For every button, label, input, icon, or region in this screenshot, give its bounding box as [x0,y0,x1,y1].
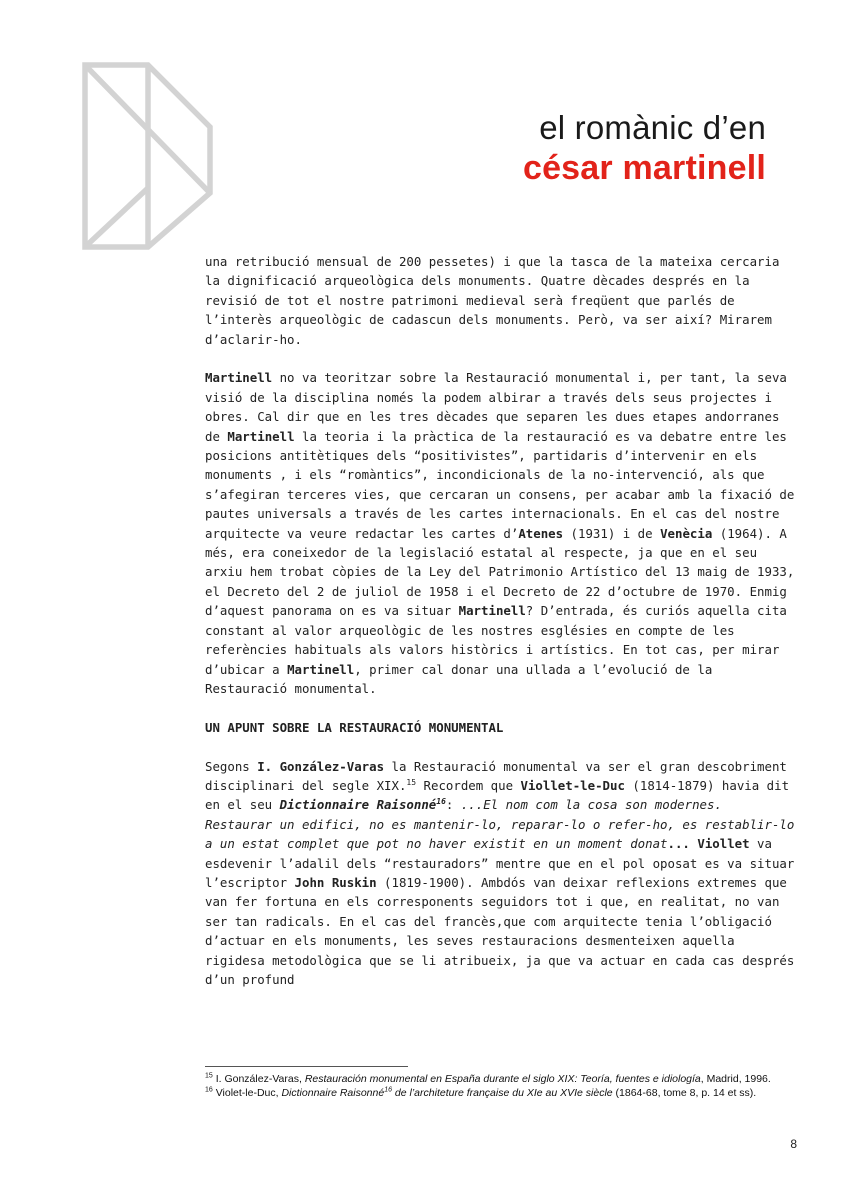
name-atenes: Atenes [518,525,564,541]
text-run: (1819-1900). Ambdós van deixar reflexions extremes que van fer fortuna en els corresponents seguidors tot i que, en realitat, no van ser tan radicals. En el cas del francès,que com arquitecte tenia l’obligació d’actuar en els monuments, les seves restauracions desmenteixen aquella rigidesa metodològica que se li atribueix, ja que va actuar en cada cas després d’un profund [205,874,795,987]
paragraph-1: una retribució mensual de 200 pessetes) i que la tasca de la mateixa cercaria la dignificació arqueològica dels monuments. Quatre dècades després en la revisió de tot el nostre patrimoni medieval serà freqüent que parlés de l’interès arqueològic de cadascun dels monuments. Però, va ser així? Mirarem d’aclarir-ho. [205,254,780,347]
paragraph-2 [205,368,795,698]
footnote-title: Dictionnaire Raisonné [281,1087,385,1099]
text-run: I. González-Varas, [212,1073,305,1085]
name-gonzalez-varas: I. González-Varas [257,758,385,774]
text-run: no va teoritzar sobre la Restauració monumental i, per tant, la seva visió de la disciplina només la podem albirar a través dels seus projectes i obres. Cal dir que en les tres dècades que separen les dues etapes andorranes de [205,370,787,444]
text-run: Segons [205,758,258,774]
text-run: ? D’entrada, és curiós aquella cita constant al valor arqueològic de les nostres esglésies en compte de les referències habituals als valors històrics i artístics. En tot cas, per mirar d’ubicar a [205,603,787,677]
name-viollet: Viollet [689,836,750,852]
name-martinell: Martinell [287,661,355,677]
name-martinell: Martinell [227,428,295,444]
document-header [523,108,766,188]
text-run: , Madrid, 1996. [700,1073,771,1085]
header-title-line2: césar martinell [522,149,766,187]
section-heading: UN APUNT SOBRE LA RESTAURACIÓ MONUMENTAL [205,719,504,735]
paragraph-3 [205,757,795,990]
text-run: va esdevenir l’adalil dels “restauradors” mentre que en el pol oposat es va situar l’escriptor [205,836,795,890]
text-run: , primer cal donar una ullada a l’evolució de la Restauració monumental. [205,661,713,696]
text-run: (1814-1879) havia dit en el seu [205,777,790,813]
text-run: : [445,797,461,813]
footnote-inner-ref: 16 [384,1086,392,1094]
text-run: la teoria i la pràctica de la restauració es va debatre entre les posicions antitètiques dels “positivistes”, partidaris d’intervenir en els monuments , i els “romàntics”, incondicionals de la no-intervenció, als que s’afegiran terceres vies, que cercaran un consens, per acabar amb la fixació de pautes universals a través de les cartes internacionals. En el cas del nostre arquitecte va veure redactar les cartes d’ [205,428,795,541]
footnote-number: 16 [205,1086,213,1094]
text-run: (1864-68, tome 8, p. 14 et ss). [612,1087,757,1099]
text-run: (1964). A més, era coneixedor de la legislació estatal al respecte, ja que en el seu arxiu hem trobat còpies de la Ley del Patrimonio Artístico del 13 maig de 1933, el Decreto del 2 de juliol de 1958 i el Decreto de 22 d’octubre de 1970. Enmig d’aquest panorama on es va situar [205,525,795,619]
page-number: 8 [790,1137,797,1151]
text-run: Violet-le-Duc, [212,1087,282,1099]
text-run: (1931) i de [563,525,661,541]
footnote-15 [205,1072,800,1086]
footnote-title: Restauración monumental en España durante el siglo XIX: Teoría, fuentes e idiología [304,1073,701,1085]
name-venecia: Venècia [660,525,713,541]
quote-viollet: ...El nom com la cosa son modernes. Restaurar un edifici, no es mantenir-lo, reparar-lo o refer-ho, es restablir-lo a un estat complet que pot no haver existit en un moment donat [205,797,795,852]
footnote-ref-16[interactable]: 16 [436,797,446,807]
ellipsis: ... [667,836,690,852]
name-viollet-le-duc: Viollet-le-Duc [520,777,625,793]
name-martinell: Martinell [205,370,273,386]
footnote-ref-15[interactable]: 15 [406,777,417,787]
book-logo-icon [80,60,215,252]
header-title-line1: el romànic d’en [539,109,766,146]
footnote-number: 15 [205,1072,213,1080]
body-text [205,252,795,989]
footnote-divider [205,1066,408,1067]
footnotes [205,1072,800,1100]
footnote-16 [205,1086,800,1100]
name-john-ruskin: John Ruskin [294,874,377,890]
name-martinell: Martinell [458,603,526,619]
title-dictionnaire: Dictionnaire Raisonné [279,797,437,813]
footnote-title-rest: de l’architeture française du XIe au XVIe siècle [392,1087,613,1099]
text-run: la Restauració monumental va ser el gran descobriment disciplinari del segle XIX. [205,758,787,793]
text-run: Recordem que [416,777,521,793]
